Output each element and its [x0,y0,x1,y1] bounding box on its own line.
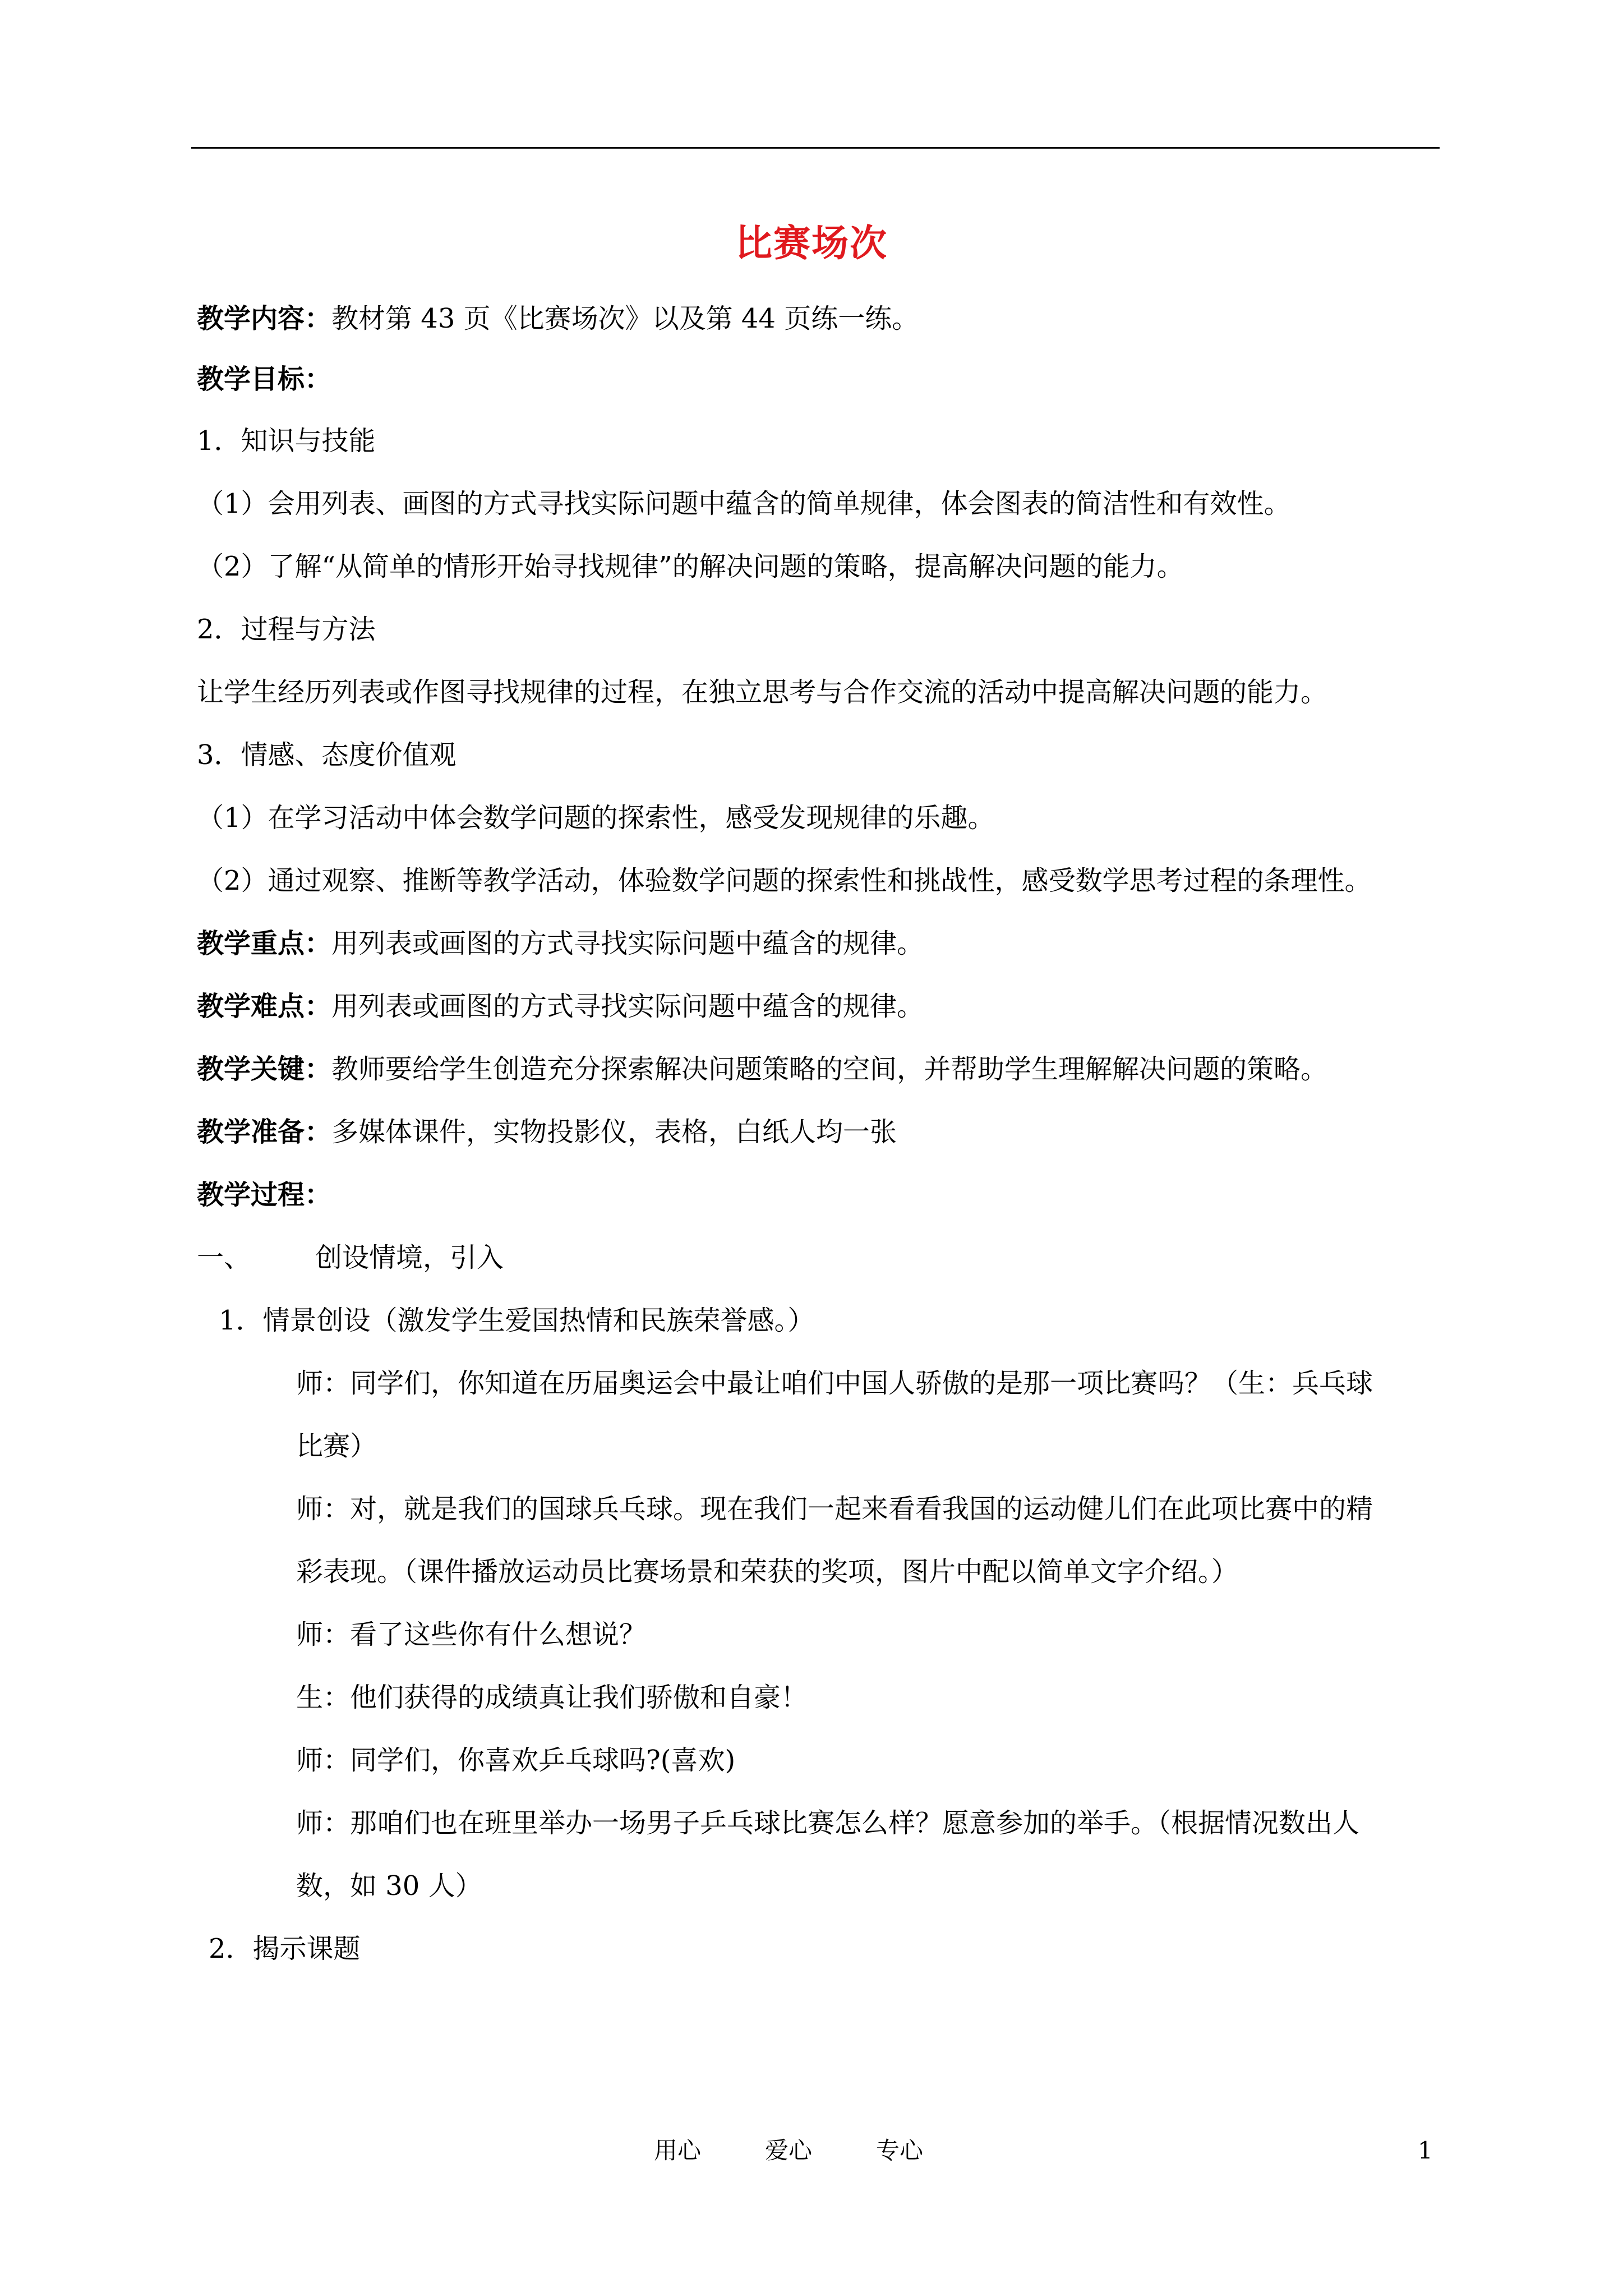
content-text: 教材第 43 页《比赛场次》以及第 44 页练一练。 [331,303,919,334]
step-2-heading: 2．揭示课题 [209,1933,361,1964]
prep-label: 教学准备： [197,1116,332,1148]
dialogue-1a: 师：同学们，你知道在历届奥运会中最让咱们中国人骄傲的是那一项比赛吗？（生：兵乓球 [296,1368,1373,1399]
key-line [197,1052,1327,1086]
header-rule [191,147,1440,149]
dialogue-5: 师：同学们，你喜欢乒乓球吗?(喜欢) [296,1745,736,1776]
page-number: 1 [1418,2137,1433,2164]
key-label: 教学关键： [197,1053,332,1085]
key-point-label: 教学重点： [197,928,332,959]
objectives-label: 教学目标： [197,364,332,395]
objective-1-heading: 1．知识与技能 [197,425,376,457]
objective-3-heading: 3．情感、态度价值观 [197,739,457,771]
difficulty-text: 用列表或画图的方式寻找实际问题中蕴含的规律。 [331,991,924,1022]
page-title: 比赛场次 [735,221,888,265]
key-point-line [197,927,924,960]
key-text: 教师要给学生创造充分探索解决问题策略的空间，并帮助学生理解解决问题的策略。 [331,1053,1328,1085]
footer-word-3: 专心 [876,2137,924,2164]
key-point-text: 用列表或画图的方式寻找实际问题中蕴含的规律。 [331,928,924,959]
footer-word-1: 用心 [654,2137,702,2164]
dialogue-6a: 师：那咱们也在班里举办一场男子乒乓球比赛怎么样？愿意参加的举手。（根据情况数出人 [296,1807,1360,1839]
dialogue-2a: 师：对，就是我们的国球兵乓球。现在我们一起来看看我国的运动健儿们在此项比赛中的精 [296,1493,1373,1525]
prep-text: 多媒体课件，实物投影仪，表格，白纸人均一张 [331,1116,897,1148]
content-line [197,302,919,335]
step-1-heading: 1．情景创设（激发学生爱国热情和民族荣誉感。） [219,1305,815,1336]
footer-word-2: 爱心 [765,2137,813,2164]
objective-3-item-2: （2）通过观察、推断等教学活动，体验数学问题的探索性和挑战性，感受数学思考过程的条理性。 [197,865,1372,896]
process-label: 教学过程： [197,1179,332,1211]
dialogue-3: 师：看了这些你有什么想说？ [296,1619,647,1650]
objective-1-item-2: （2）了解“从简单的情形开始寻找规律”的解决问题的策略，提高解决问题的能力。 [197,551,1184,582]
difficulty-label: 教学难点： [197,991,332,1022]
difficulty-line [197,990,924,1023]
dialogue-4: 生：他们获得的成绩真让我们骄傲和自豪！ [296,1682,808,1713]
dialogue-1b: 比赛） [296,1430,377,1462]
part-1-title: 创设情境，引入 [315,1242,504,1273]
objective-2-heading: 2．过程与方法 [197,614,376,645]
dialogue-2b: 彩表现。（课件播放运动员比赛场景和荣获的奖项，图片中配以简单文字介绍。） [296,1556,1239,1588]
dialogue-6b: 数，如 30 人） [296,1870,482,1902]
content-label: 教学内容： [197,303,332,334]
objective-3-item-1: （1）在学习活动中体会数学问题的探索性，感受发现规律的乐趣。 [197,802,995,834]
objective-1-item-1: （1）会用列表、画图的方式寻找实际问题中蕴含的简单规律，体会图表的简洁性和有效性。 [197,488,1291,519]
prep-line [197,1115,897,1149]
part-1-number: 一、 [197,1242,251,1273]
objective-2-text: 让学生经历列表或作图寻找规律的过程，在独立思考与合作交流的活动中提高解决问题的能力。 [197,677,1328,708]
